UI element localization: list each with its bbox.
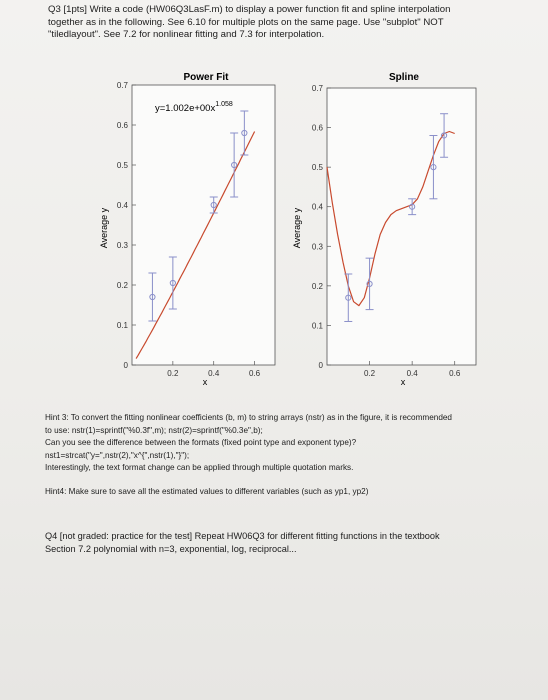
pf-xtick-label: 0.6 xyxy=(249,369,261,378)
hint-4-text: Hint4: Make sure to save all the estimated values to different variables (such as yp1, yp2) xyxy=(45,487,369,496)
power-fit-axes-box xyxy=(132,85,275,365)
sp-ytick-label: 0.3 xyxy=(311,242,323,252)
power-fit-xlabel: x xyxy=(202,377,208,387)
sp-ytick-label: 0.7 xyxy=(311,84,323,93)
hint-3-text xyxy=(45,412,545,475)
pf-ytick-label: 0.1 xyxy=(116,321,128,330)
spline-subplot xyxy=(292,72,476,387)
pf-ytick-label: 0.5 xyxy=(116,161,128,170)
question-3-line: "tiledlayout". See 7.2 for nonlinear fitting and 7.3 for interpolation. xyxy=(48,29,325,41)
power-fit-equation-base: y=1.002e+00x xyxy=(155,103,216,114)
hint-3-line: Hint 3: To convert the fitting nonlinear coefficients (b, m) to string arrays (nstr) as in the figure, it is recommended xyxy=(45,413,452,422)
question-3-line: Q3 [1pts] Write a code (HW06Q3LasF.m) to display a power function fit and spline interpolation xyxy=(48,4,451,15)
pf-xtick-label: 0.4 xyxy=(208,369,220,378)
power-fit-ylabel: Average y xyxy=(99,207,109,249)
pf-ytick-label: 0.6 xyxy=(116,121,128,130)
question-4-line: Section 7.2 polynomial with n=3, exponential, log, reciprocal... xyxy=(45,543,297,554)
pf-xtick-label: 0.2 xyxy=(167,369,179,378)
spline-title: Spline xyxy=(388,72,420,83)
sp-ytick-label: 0 xyxy=(318,361,323,370)
sp-ytick-label: 0.5 xyxy=(311,163,323,173)
pf-ytick-label: 0.7 xyxy=(116,81,128,90)
question-4-line: Q4 [not graded: practice for the test] Repeat HW06Q3 for different fitting functions in the textbook xyxy=(45,531,440,541)
sp-xtick-label: 0.6 xyxy=(449,369,461,378)
spline-ylabel: Average y xyxy=(292,207,302,249)
spline-xlabel: x xyxy=(400,377,406,387)
hint-3-line: nst1=strcat("y=",nstr(2),"x^{",nstr(1),"}"); xyxy=(45,450,190,460)
sp-xtick-label: 0.2 xyxy=(364,369,376,378)
sp-ytick-label: 0.6 xyxy=(311,123,323,133)
question-3-line: together as in the following. See 6.10 for multiple plots on the same page. Use "subplot" NOT xyxy=(48,16,444,28)
pf-ytick-label: 0.4 xyxy=(116,201,128,210)
hint-3-line: Can you see the difference between the formats (fixed point type and exponent type)? xyxy=(45,438,357,448)
hint-3-line: to use: nstr(1)=sprintf("%0.3f",m); nstr(2)=sprintf("%0.3e",b); xyxy=(45,425,263,435)
hint-3-line: Interestingly, the text format change can be applied through multiple quotation marks. xyxy=(45,463,354,473)
spline-axes-box xyxy=(327,88,476,365)
power-fit-title: Power Fit xyxy=(183,72,229,83)
pf-ytick-label: 0.3 xyxy=(116,241,128,250)
power-fit-subplot xyxy=(99,72,275,387)
sp-ytick-label: 0.1 xyxy=(311,321,323,331)
sp-ytick-label: 0.4 xyxy=(311,202,323,212)
pf-ytick-label: 0 xyxy=(123,361,128,370)
power-fit-equation-exponent: 1.058 xyxy=(215,101,233,108)
sp-xtick-label: 0.4 xyxy=(406,369,418,378)
question-4-text xyxy=(45,530,535,556)
pf-ytick-label: 0.2 xyxy=(116,281,128,290)
sp-ytick-label: 0.2 xyxy=(311,281,323,291)
